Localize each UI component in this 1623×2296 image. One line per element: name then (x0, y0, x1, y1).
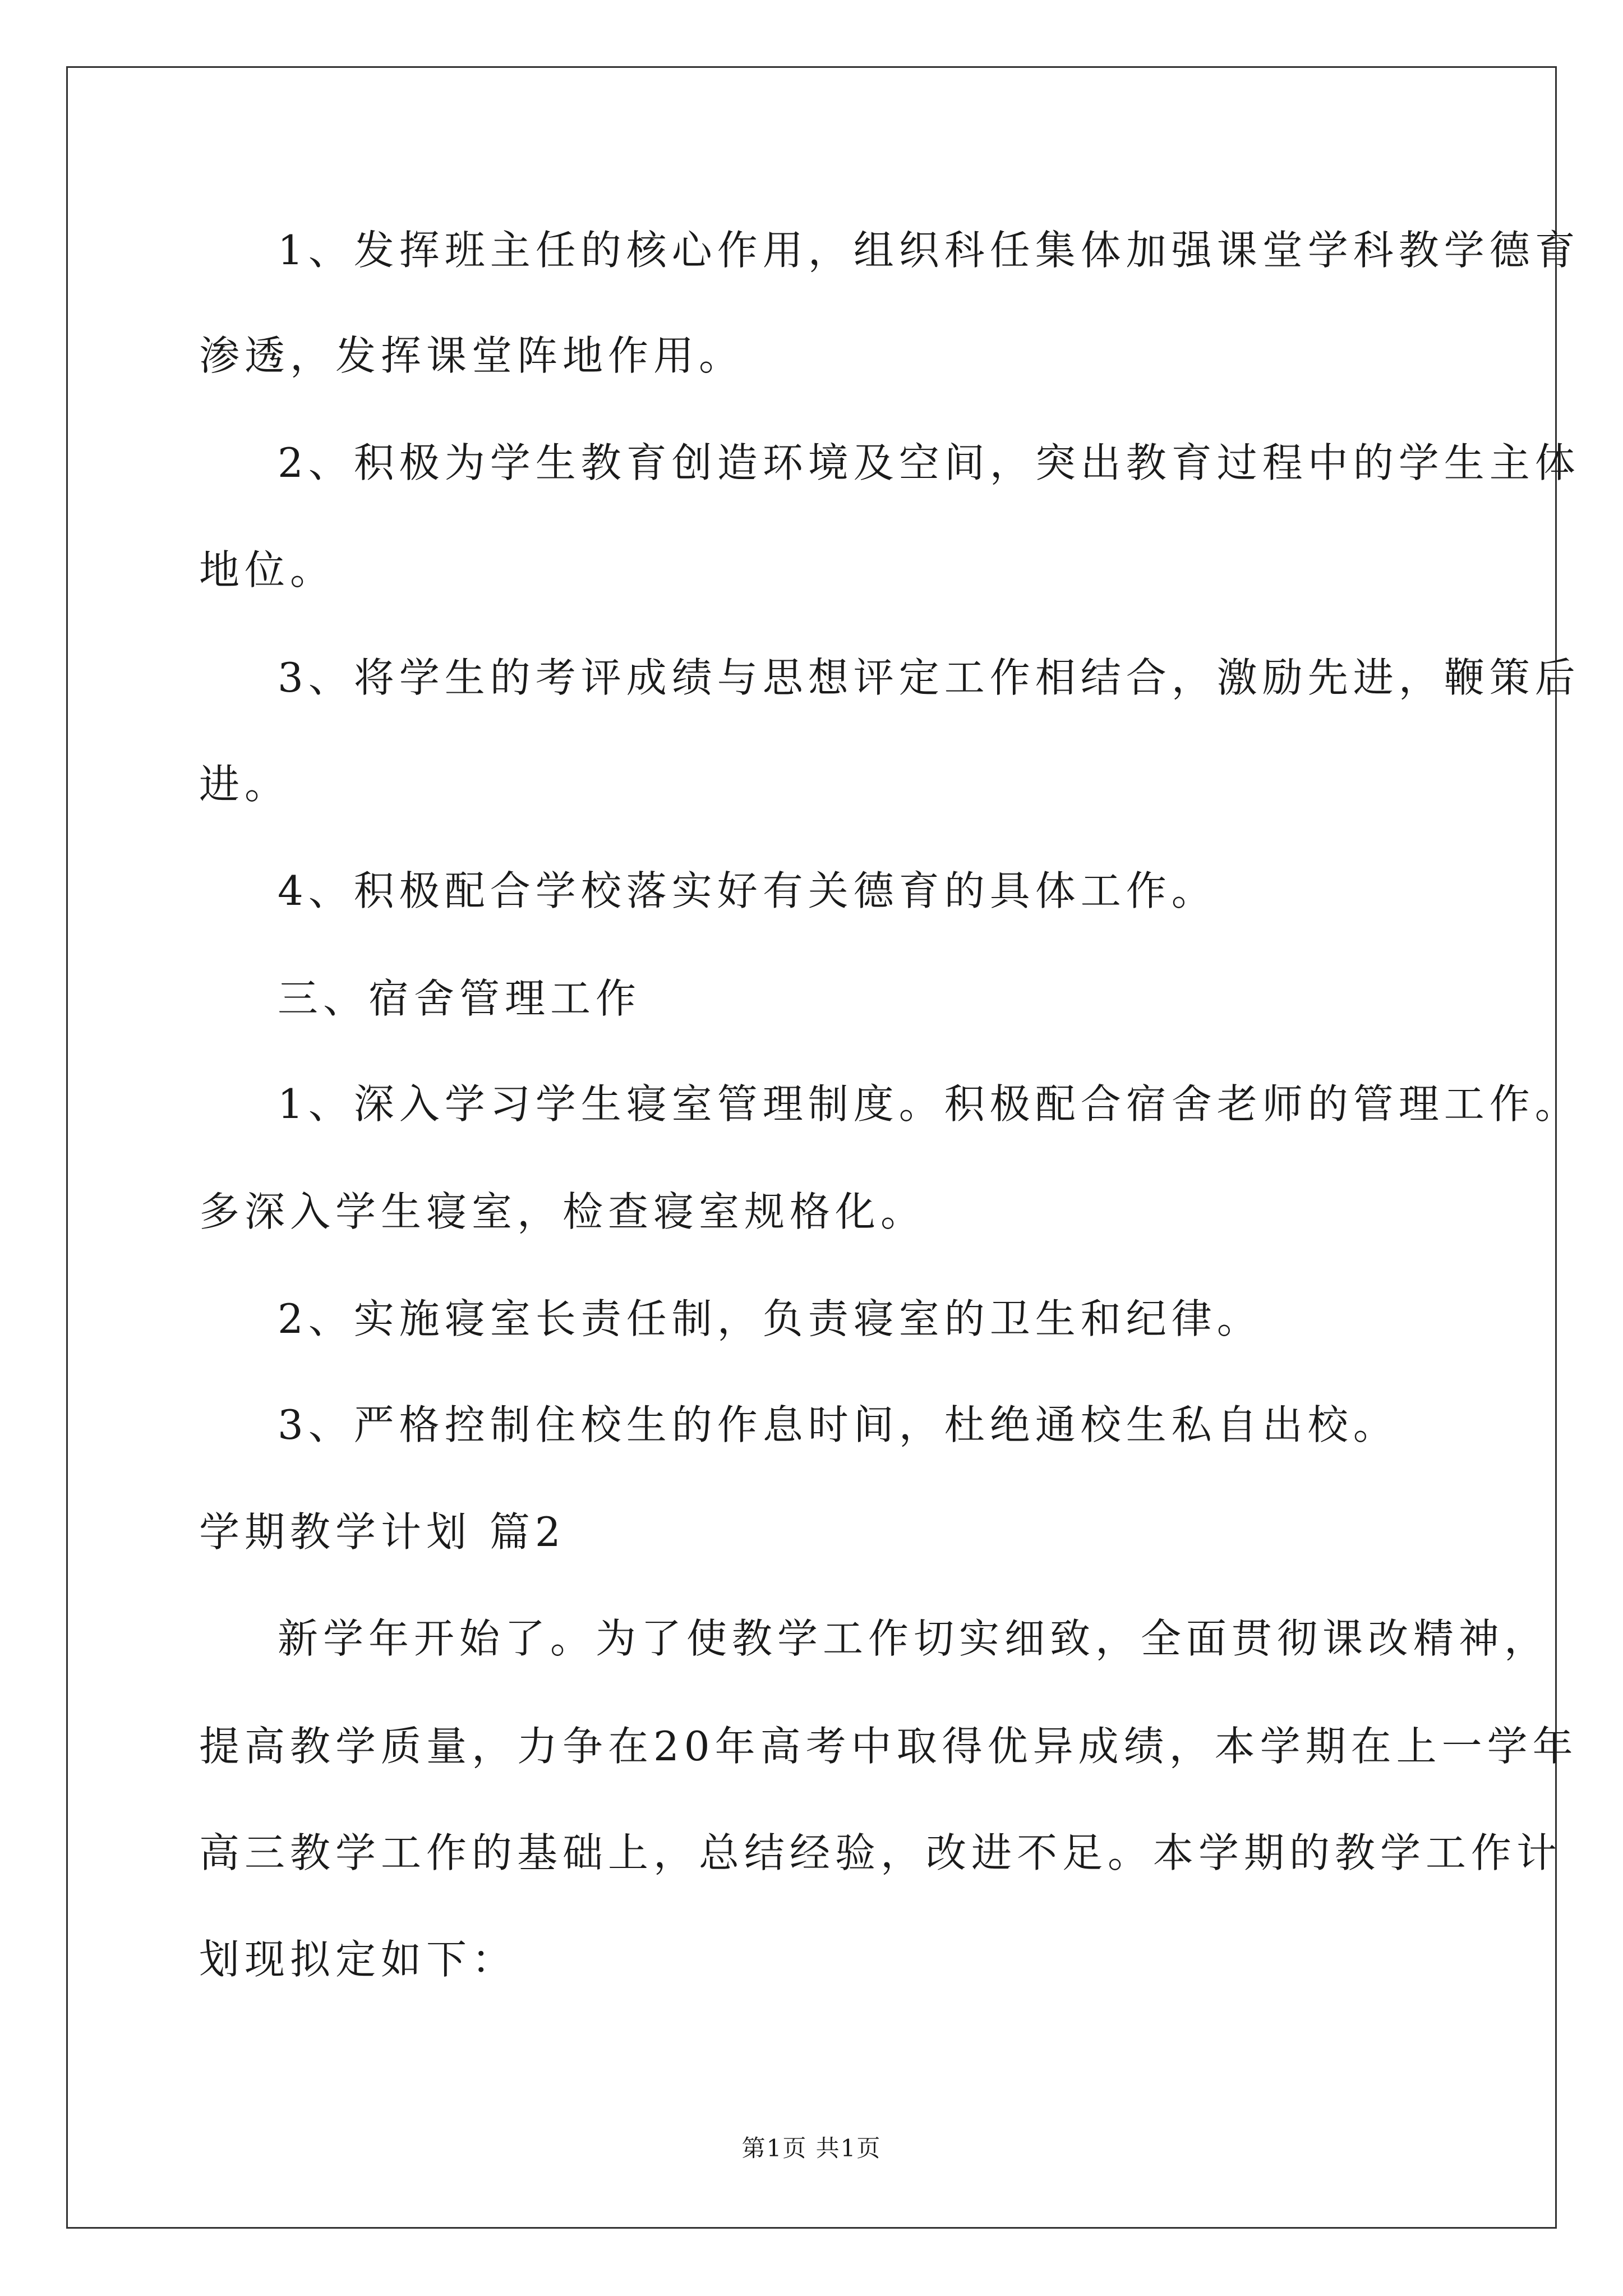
paragraph-2-line-2: 地位。 (199, 546, 336, 593)
paragraph-3-line-1: 3、将学生的考评成绩与思想评定工作相结合，激励先进，鞭策后 (278, 654, 1580, 701)
section-heading-dormitory: 三、宿舍管理工作 (278, 975, 642, 1022)
paragraph-3-line-2: 进。 (199, 761, 291, 808)
page-footer: 第1页 共1页 (741, 2134, 882, 2162)
paragraph-5-line-1: 1、深入学习学生寝室管理制度。积极配合宿舍老师的管理工作。 (278, 1080, 1580, 1128)
paragraph-6: 2、实施寝室长责任制，负责寝室的卫生和纪律。 (278, 1295, 1262, 1342)
section-title-plan-2: 学期教学计划 篇2 (199, 1508, 566, 1556)
paragraph-8-line-4: 划现拟定如下： (199, 1936, 518, 1983)
paragraph-4: 4、积极配合学校落实好有关德育的具体工作。 (278, 867, 1217, 914)
page-border (66, 66, 1557, 2229)
paragraph-2-line-1: 2、积极为学生教育创造环境及空间，突出教育过程中的学生主体 (278, 439, 1580, 486)
paragraph-7: 3、严格控制住校生的作息时间，杜绝通校生私自出校。 (278, 1401, 1399, 1448)
paragraph-8-line-3: 高三教学工作的基础上，总结经验，改进不足。本学期的教学工作计 (199, 1829, 1562, 1876)
paragraph-1-line-2: 渗透，发挥课堂阵地作用。 (199, 332, 745, 379)
paragraph-1-line-1: 1、发挥班主任的核心作用，组织科任集体加强课堂学科教学德育 (278, 227, 1580, 274)
paragraph-8-line-2: 提高教学质量，力争在20年高考中取得优异成绩，本学期在上一学年 (199, 1723, 1578, 1770)
paragraph-5-line-2: 多深入学生寝室，检查寝室规格化。 (199, 1188, 926, 1235)
paragraph-8-line-1: 新学年开始了。为了使教学工作切实细致，全面贯彻课改精神， (278, 1615, 1550, 1662)
